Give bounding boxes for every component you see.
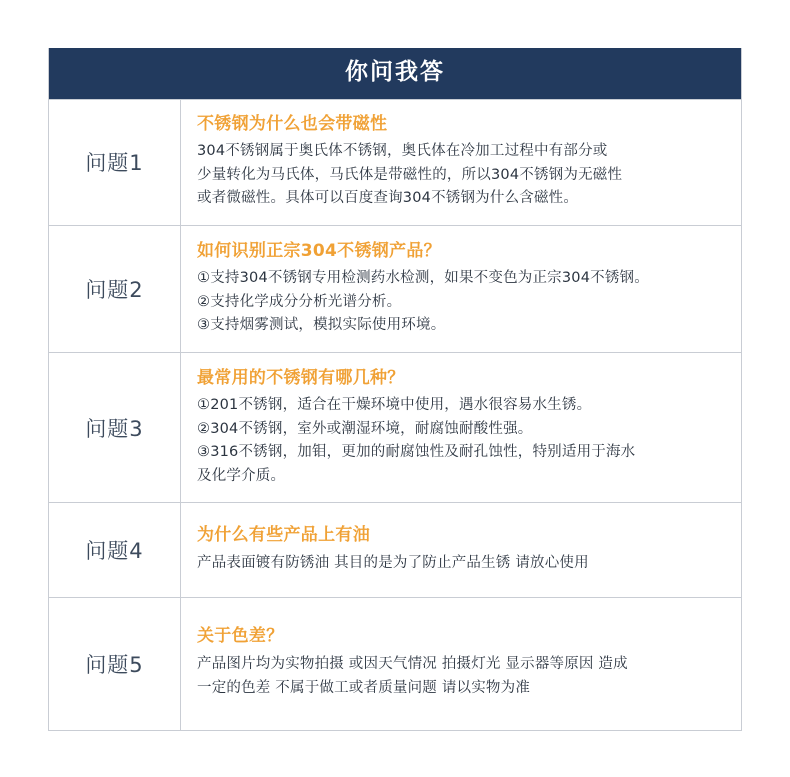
faq-table: [48, 48, 742, 731]
question-body: [180, 503, 741, 597]
answer-line: 少量转化为马氏体，马氏体是带磁性的，所以304不锈钢为无磁性: [197, 166, 623, 183]
answer-line: ②304不锈钢，室外或潮湿环境，耐腐蚀耐酸性强。: [197, 420, 533, 437]
answer-text: [197, 140, 725, 210]
answer-line: 及化学介质。: [197, 467, 286, 484]
answer-line: ③316不锈钢，加钼，更加的耐腐蚀性及耐孔蚀性，特别适用于海水: [197, 444, 636, 461]
question-text: 最常用的不锈钢有哪几种？: [197, 367, 405, 388]
answer-text: [197, 394, 725, 488]
table-row: [49, 99, 741, 225]
answer-line: 304不锈钢属于奥氏体不锈钢，奥氏体在冷加工过程中有部分或: [197, 143, 608, 160]
answer-line: 产品表面镀有防锈油 其目的是为了防止产品生锈 请放心使用: [197, 555, 589, 571]
question-body: [180, 598, 741, 730]
question-number-label: 问题1: [85, 151, 144, 176]
table-row: [49, 597, 741, 730]
question-number-label: 问题4: [85, 539, 144, 564]
answer-line: 一定的色差 不属于做工或者质量问题 请以实物为准: [197, 679, 531, 696]
answer-line: ③支持烟雾测试，模拟实际使用环境。: [197, 317, 446, 334]
table-row: [49, 225, 741, 352]
faq-title: 你问我答: [49, 48, 741, 99]
answer-line: ①支持304不锈钢专用检测药水检测，如果不变色为正宗304不锈钢。: [197, 270, 649, 287]
question-text: 不锈钢为什么也会带磁性: [197, 113, 388, 134]
answer-line: 或者微磁性。具体可以百度查询304不锈钢为什么含磁性。: [197, 190, 579, 207]
question-number-label: 问题5: [85, 653, 144, 678]
question-text: 为什么有些产品上有油: [197, 525, 370, 546]
answer-line: ②支持化学成分分析光谱分析。: [197, 293, 402, 310]
question-number-label: 问题2: [85, 277, 144, 302]
question-body: [180, 353, 741, 503]
answer-text: [197, 653, 725, 700]
answer-line: ①201不锈钢，适合在干燥环境中使用，遇水很容易水生锈。: [197, 397, 592, 414]
answer-line: 产品图片均为实物拍摄 或因天气情况 拍摄灯光 显示器等原因 造成: [197, 656, 628, 673]
table-row: [49, 502, 741, 597]
question-number-label: 问题3: [85, 416, 144, 441]
table-row: [49, 352, 741, 503]
answer-text: [197, 267, 725, 337]
answer-text: [197, 552, 725, 575]
question-text: 关于色差？: [197, 626, 284, 647]
question-text: 如何识别正宗304不锈钢产品？: [197, 240, 441, 261]
question-body: [180, 100, 741, 225]
question-body: [180, 226, 741, 352]
